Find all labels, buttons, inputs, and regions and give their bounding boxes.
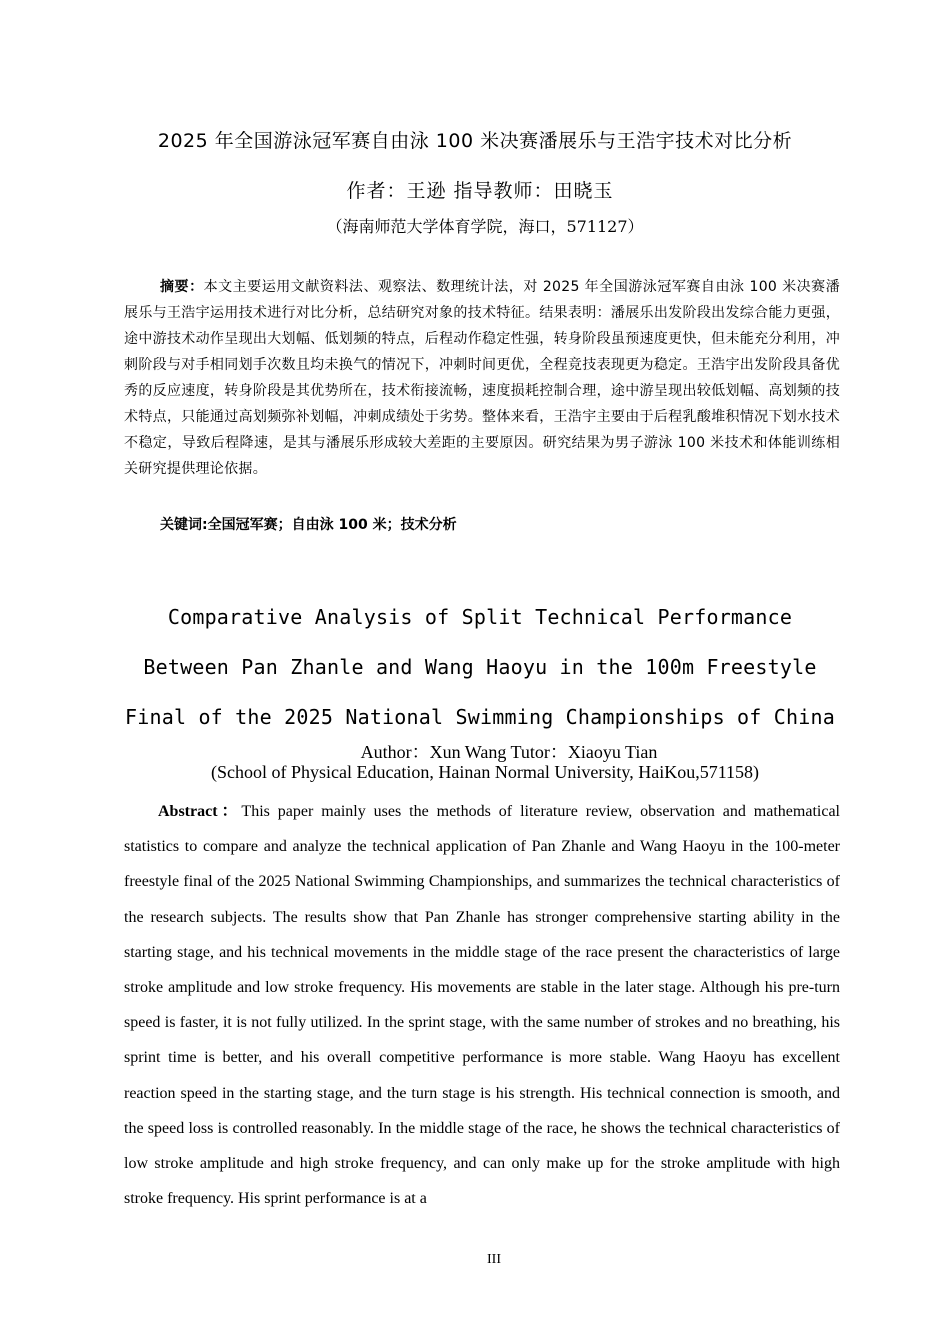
- chinese-keywords: 关键词:全国冠军赛；自由泳 100 米；技术分析: [160, 517, 457, 533]
- english-title: Comparative Analysis of Split Technical Performance Between Pan Zhanle and Wang Haoyu in the 100m Freestyle Final of the 2025 National Swimming Championships of China: [125, 605, 835, 729]
- english-abstract-label: Abstract：: [158, 803, 242, 820]
- english-abstract: [124, 794, 840, 1216]
- english-authors: Author：Xun Wang Tutor：Xiaoyu Tian: [360, 742, 658, 762]
- chinese-affiliation: （海南师范大学体育学院，海口，571127）: [326, 217, 644, 236]
- chinese-title: 2025 年全国游泳冠军赛自由泳 100 米决赛潘展乐与王浩宇技术对比分析: [157, 130, 793, 152]
- page-number: III: [487, 1252, 501, 1267]
- english-affiliation: (School of Physical Education, Hainan Normal University, HaiKou,571158): [210, 762, 760, 782]
- english-abstract-text: This paper mainly uses the methods of literature review, observation and mathematical statistics to compare and analyze the technical application of Pan Zhanle and Wang Haoyu in the 100-meter freestyle final of the 2025 National Swimming Championships, and summarizes the technical characteristics of the research subjects. The results show that Pan Zhanle has stronger comprehensive starting ability in the starting stage, and his technical movements in the middle stage of the race present the characteristics of large stroke amplitude and low stroke frequency. His movements are stable in the later stage. Although his pre-turn speed is faster, it is not fully utilized. In the sprint stage, with the same number of strokes and no breathing, his sprint time is better, and his overall competitive performance is more stable. Wang Haoyu has excellent reaction speed in the starting stage, and the turn stage is his strength. His technical connection is smooth, and the speed loss is controlled reasonably. In the middle stage of the race, he shows the technical characteristics of low stroke amplitude and high stroke frequency, and can only make up for the stroke amplitude with high stroke frequency. His sprint performance is at a: [124, 803, 840, 1208]
- chinese-abstract-label: 摘要：: [160, 279, 204, 295]
- chinese-abstract: [124, 274, 840, 482]
- chinese-abstract-text: 本文主要运用文献资料法、观察法、数理统计法，对 2025 年全国游泳冠军赛自由泳 100 米决赛潘展乐与王浩宇运用技术进行对比分析，总结研究对象的技术特征。结果表明：潘展乐出发阶段出发综合能力更强，途中游技术动作呈现出大划幅、低划频的特点，后程动作稳定性强，转身阶段虽预速度更快，但未能充分利用，冲刺阶段与对手相同划手次数且均未换气的情况下，冲刺时间更优，全程竞技表现更为稳定。王浩宇出发阶段具备优秀的反应速度，转身阶段是其优势所在，技术衔接流畅，速度损耗控制合理，途中游呈现出较低划幅、高划频的技术特点，只能通过高划频弥补划幅，冲刺成绩处于劣势。整体来看，王浩宇主要由于后程乳酸堆积情况下划水技术不稳定，导致后程降速，是其与潘展乐形成较大差距的主要原因。研究结果为男子游泳 100 米技术和体能训练相关研究提供理论依据。: [124, 279, 840, 477]
- chinese-authors: 作者：王逊 指导教师：田晓玉: [346, 180, 614, 202]
